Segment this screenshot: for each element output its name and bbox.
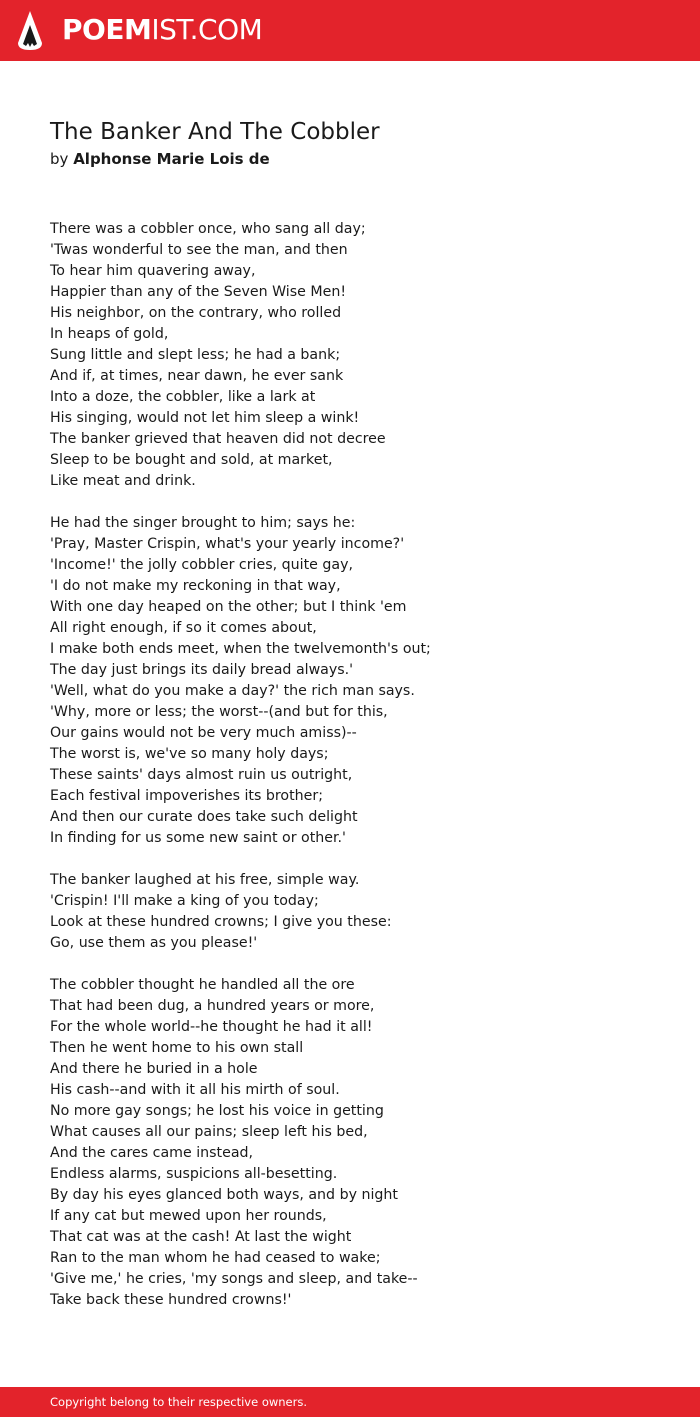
poem-line: 'Well, what do you make a day?' the rich man says. (50, 683, 415, 699)
poem-line: 'Crispin! I'll make a king of you today; (50, 893, 319, 909)
poem-line: No more gay songs; he lost his voice in getting (50, 1103, 384, 1119)
poem-line: And the cares came instead, (50, 1145, 254, 1161)
poem-line: The banker grieved that heaven did not decree (50, 431, 386, 447)
logo-light-text: IST.COM (151, 13, 263, 46)
pen-nib-logo-icon[interactable] (17, 10, 43, 51)
poem-line: Each festival impoverishes its brother; (50, 788, 323, 804)
poem-line: 'Why, more or less; the worst--(and but for this, (50, 704, 388, 720)
poem-line: The banker laughed at his free, simple way. (50, 872, 360, 888)
poem-line: Endless alarms, suspicions all-besetting. (50, 1166, 338, 1182)
poem-line: Our gains would not be very much amiss)-- (50, 725, 357, 741)
poem-line: His cash--and with it all his mirth of soul. (50, 1082, 340, 1098)
poem-line: 'Give me,' he cries, 'my songs and sleep, and take-- (50, 1271, 418, 1287)
poem-line: And if, at times, near dawn, he ever sank (50, 368, 344, 384)
poem-line: Ran to the man whom he had ceased to wake; (50, 1250, 381, 1266)
stanza (50, 513, 670, 849)
site-logo[interactable] (62, 12, 262, 48)
poem-line: That had been dug, a hundred years or more, (50, 998, 375, 1014)
poem-line: And then our curate does take such delight (50, 809, 358, 825)
poem-line: By day his eyes glanced both ways, and by night (50, 1187, 398, 1203)
poem-byline (50, 148, 270, 170)
poem-line: All right enough, if so it comes about, (50, 620, 317, 636)
poem-line: In heaps of gold, (50, 326, 169, 342)
poem-line: Go, use them as you please!' (50, 935, 258, 951)
poem-line: With one day heaped on the other; but I think 'em (50, 599, 407, 615)
poem-line: 'Income!' the jolly cobbler cries, quite gay, (50, 557, 353, 573)
stanza (50, 870, 670, 954)
poem-line: To hear him quavering away, (50, 263, 256, 279)
poem-line: His singing, would not let him sleep a wink! (50, 410, 360, 426)
stanza (50, 975, 670, 1311)
stanza (50, 219, 670, 492)
poem-line: 'Twas wonderful to see the man, and then (50, 242, 348, 258)
poem-line: Sung little and slept less; he had a bank; (50, 347, 341, 363)
by-label: by (50, 150, 69, 168)
poem-line: In finding for us some new saint or other.' (50, 830, 346, 846)
poem-body (50, 219, 670, 1332)
site-header (0, 0, 700, 61)
site-footer (0, 1387, 700, 1417)
poem-line: These saints' days almost ruin us outright, (50, 767, 353, 783)
poem-line: That cat was at the cash! At last the wight (50, 1229, 352, 1245)
poem-line: The worst is, we've so many holy days; (50, 746, 329, 762)
poem-line: 'I do not make my reckoning in that way, (50, 578, 341, 594)
poem-line: For the whole world--he thought he had it all! (50, 1019, 373, 1035)
poem-line: His neighbor, on the contrary, who rolled (50, 305, 342, 321)
poem-line: I make both ends meet, when the twelvemonth's out; (50, 641, 431, 657)
poem-line: If any cat but mewed upon her rounds, (50, 1208, 327, 1224)
poem-author[interactable]: Alphonse Marie Lois de (73, 150, 270, 168)
poem-line: Happier than any of the Seven Wise Men! (50, 284, 347, 300)
poem-line: The cobbler thought he handled all the ore (50, 977, 355, 993)
poem-line: Into a doze, the cobbler, like a lark at (50, 389, 316, 405)
poem-line: What causes all our pains; sleep left his bed, (50, 1124, 368, 1140)
poem-line: The day just brings its daily bread always.' (50, 662, 354, 678)
poem-line: And there he buried in a hole (50, 1061, 258, 1077)
poem-line: 'Pray, Master Crispin, what's your yearly income?' (50, 536, 405, 552)
poem-line: Look at these hundred crowns; I give you these: (50, 914, 392, 930)
poem-line: Take back these hundred crowns!' (50, 1292, 292, 1308)
copyright-text: Copyright belong to their respective owners. (50, 1395, 308, 1409)
logo-bold-text: POEM (62, 13, 152, 46)
poem-line: Then he went home to his own stall (50, 1040, 304, 1056)
poem-line: There was a cobbler once, who sang all day; (50, 221, 366, 237)
poem-title: The Banker And The Cobbler (50, 119, 380, 145)
poem-line: Like meat and drink. (50, 473, 196, 489)
poem-line: Sleep to be bought and sold, at market, (50, 452, 333, 468)
poem-line: He had the singer brought to him; says he: (50, 515, 356, 531)
